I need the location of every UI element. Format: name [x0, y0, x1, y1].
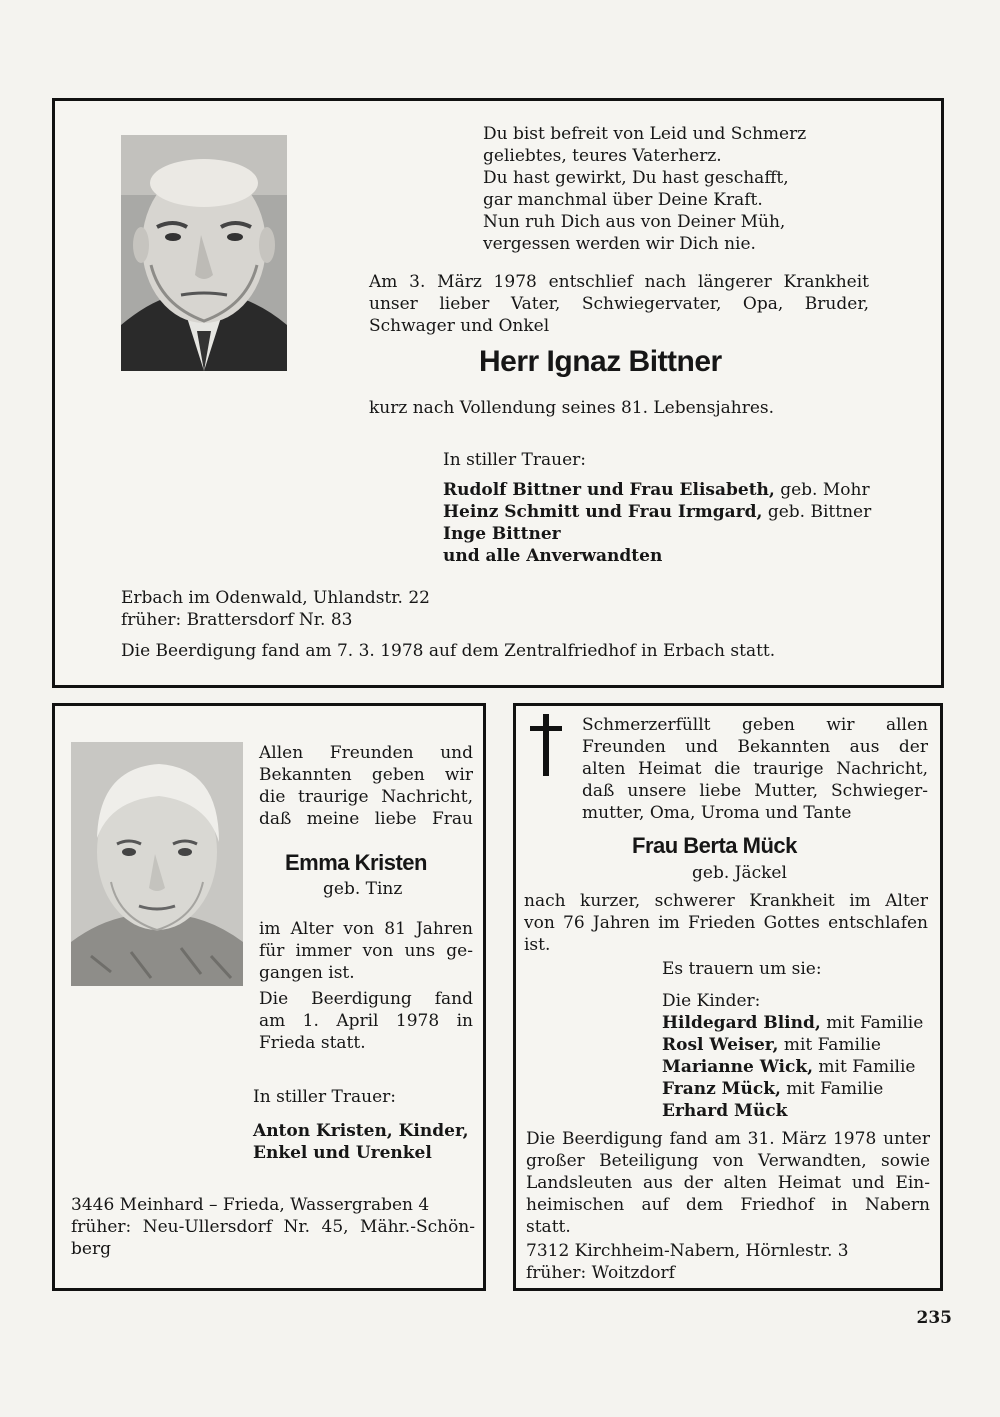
funeral-line: großer Beteiligung von Verwandten, sowie: [526, 1151, 930, 1171]
death-line: ist.: [524, 935, 551, 955]
maiden-name: geb. Tinz: [323, 879, 403, 899]
poem-line: Nun ruh Dich aus von Deiner Müh,: [483, 212, 786, 232]
address-block: [71, 1194, 475, 1260]
age-line: im Alter von 81 Jahren: [259, 919, 473, 939]
mourners-list: [443, 479, 871, 567]
mourning-label: In stiller Trauer:: [443, 450, 586, 470]
mourner: Hildegard Blind, mit Familie: [662, 1013, 924, 1033]
mourner: Rudolf Bittner und Frau Elisabeth, geb. Mohr: [443, 480, 870, 500]
funeral-line: Die Beerdigung fand: [259, 989, 473, 1009]
poem: [483, 123, 806, 255]
age-line: für immer von uns ge-: [259, 941, 473, 961]
mourner: Inge Bittner: [443, 524, 561, 544]
address: Erbach im Odenwald, Uhlandstr. 22: [121, 588, 430, 608]
deceased-name: Frau Berta Mück: [632, 833, 797, 858]
death-text: [524, 890, 928, 956]
poem-line: Du bist befreit von Leid und Schmerz: [483, 124, 807, 144]
portrait-photo-ignaz-bittner: [121, 135, 287, 371]
mourner: Heinz Schmitt und Frau Irmgard, geb. Bittner: [443, 502, 872, 522]
address: 7312 Kirchheim-Nabern, Hörnlestr. 3: [526, 1241, 849, 1261]
mourner: Erhard Mück: [662, 1101, 788, 1121]
mourner: Rosl Weiser, mit Familie: [662, 1035, 881, 1055]
funeral-line: Landsleuten aus der alten Heimat und Ein-: [526, 1173, 930, 1193]
portrait-photo-emma-kristen: [71, 742, 243, 986]
death-line: nach kurzer, schwerer Krankheit im Alter: [524, 891, 928, 911]
announcement-line: Am 3. März 1978 entschlief nach längerer Krankheit: [369, 272, 869, 292]
intro-line: Schmerzerfüllt geben wir allen: [582, 715, 928, 735]
death-line: von 76 Jahren im Frieden Gottes entschlafen: [524, 913, 928, 933]
mourning-label: Es trauern um sie:: [662, 959, 822, 979]
age-line: kurz nach Vollendung seines 81. Lebensjahres.: [369, 398, 775, 418]
age-line: gangen ist.: [259, 963, 355, 983]
former-address: berg: [71, 1239, 111, 1259]
obituary-berta-mueck: [513, 703, 943, 1291]
intro-line: Allen Freunden und: [259, 743, 473, 763]
intro-text: [259, 742, 473, 830]
page-number: 235: [916, 1308, 952, 1328]
former-address: früher: Brattersdorf Nr. 83: [121, 610, 353, 630]
mourner: Franz Mück, mit Familie: [662, 1079, 884, 1099]
former-address: früher: Neu-Ullersdorf Nr. 45, Mähr.-Schön-: [71, 1217, 475, 1237]
obituary-ignaz-bittner: [52, 98, 944, 688]
announcement-line: Schwager und Onkel: [369, 316, 550, 336]
intro-line: die traurige Nachricht,: [259, 787, 473, 807]
deceased-name: Emma Kristen: [285, 850, 427, 875]
poem-line: geliebtes, teures Vaterherz.: [483, 146, 722, 166]
intro-line: Bekannten geben wir: [259, 765, 473, 785]
mourners-list: [662, 1012, 923, 1122]
funeral-line: Frieda statt.: [259, 1033, 366, 1053]
mourner: Marianne Wick, mit Familie: [662, 1057, 916, 1077]
obituary-emma-kristen: [52, 703, 486, 1291]
former-address: früher: Woitzdorf: [526, 1263, 675, 1283]
funeral-line: Die Beerdigung fand am 31. März 1978 unter: [526, 1129, 930, 1149]
age-text: [259, 918, 473, 984]
poem-line: gar manchmal über Deine Kraft.: [483, 190, 763, 210]
maiden-name: geb. Jäckel: [692, 863, 787, 883]
funeral-info: Die Beerdigung fand am 7. 3. 1978 auf dem Zentralfriedhof in Erbach statt.: [121, 641, 776, 661]
mourner: Enkel und Urenkel: [253, 1143, 432, 1163]
funeral-text: [526, 1128, 930, 1238]
funeral-line: statt.: [526, 1217, 571, 1237]
death-announcement: [369, 271, 869, 337]
poem-line: Du hast gewirkt, Du hast geschafft,: [483, 168, 789, 188]
intro-line: alten Heimat die traurige Nachricht,: [582, 759, 928, 779]
deceased-name: Herr Ignaz Bittner: [479, 345, 722, 378]
children-label: Die Kinder:: [662, 991, 761, 1011]
intro-text: [582, 714, 928, 824]
address-block: [121, 587, 430, 631]
funeral-line: heimischen auf dem Friedhof in Nabern: [526, 1195, 930, 1215]
address: 3446 Meinhard – Frieda, Wassergraben 4: [71, 1195, 430, 1215]
intro-line: daß unsere liebe Mutter, Schwieger-: [582, 781, 928, 801]
cross-icon: [526, 714, 566, 776]
poem-line: vergessen werden wir Dich nie.: [483, 234, 756, 254]
address-block: [526, 1240, 849, 1284]
intro-line: mutter, Oma, Uroma und Tante: [582, 803, 852, 823]
mourner: Anton Kristen, Kinder,: [253, 1121, 469, 1141]
funeral-line: am 1. April 1978 in: [259, 1011, 473, 1031]
intro-line: daß meine liebe Frau: [259, 809, 473, 829]
mourning-label: In stiller Trauer:: [253, 1087, 396, 1107]
announcement-line: unser lieber Vater, Schwiegervater, Opa, Bruder,: [369, 294, 869, 314]
funeral-text: [259, 988, 473, 1054]
mourner: und alle Anverwandten: [443, 546, 663, 566]
intro-line: Freunden und Bekannten aus der: [582, 737, 928, 757]
mourners-list: [253, 1120, 469, 1164]
